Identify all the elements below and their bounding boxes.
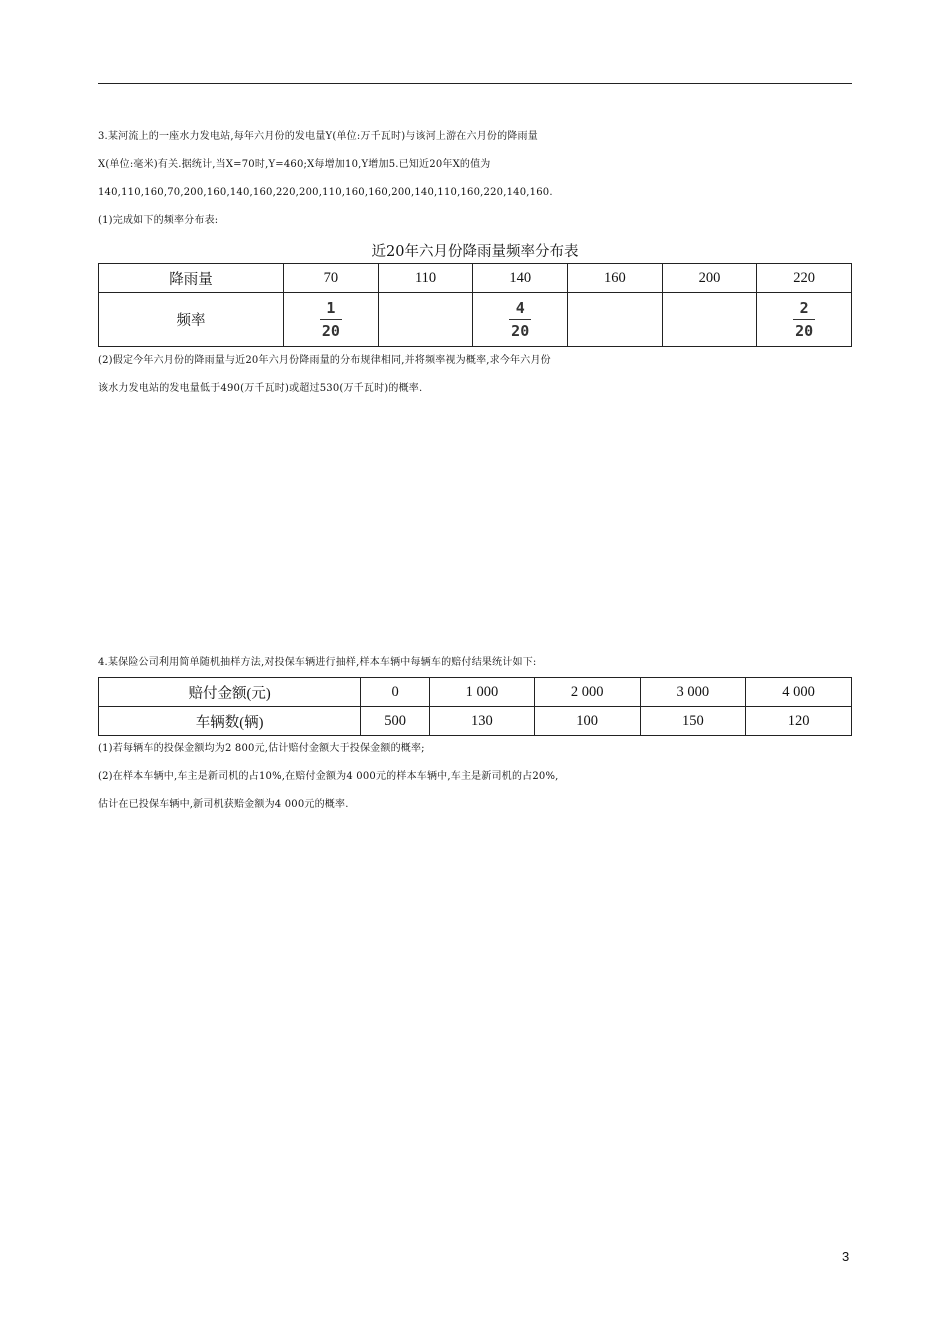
table-cell: 120	[746, 707, 852, 736]
table-cell: 2 000	[534, 678, 640, 707]
table-row	[99, 678, 852, 707]
fraction-numerator: 1	[326, 299, 336, 317]
table-header-cell: 降雨量	[99, 264, 284, 293]
q4-line-1: 4.某保险公司利用简单随机抽样方法,对投保车辆进行抽样,样本车辆中每辆车的赔付结果统计如下:	[98, 657, 537, 668]
fraction-bar	[509, 319, 531, 320]
table-cell-fraction	[757, 293, 852, 347]
table-cell: 220	[757, 264, 852, 293]
q3-line-2: X(单位:毫米)有关.据统计,当X=70时,Y=460;X每增加10,Y增加5.已知近20年X的值为	[98, 159, 491, 170]
q4-part2-line-2: 估计在已投保车辆中,新司机获赔金额为4 000元的概率.	[98, 799, 349, 810]
table-row	[99, 293, 852, 347]
fraction	[793, 299, 815, 340]
fraction	[509, 299, 531, 340]
fraction-numerator: 4	[515, 299, 525, 317]
table-cell: 140	[473, 264, 568, 293]
table-cell: 200	[662, 264, 757, 293]
insurance-claims-table	[98, 677, 852, 736]
table-header-cell: 频率	[99, 293, 284, 347]
q4-part1: (1)若每辆车的投保金额均为2 800元,估计赔付金额大于投保金额的概率;	[98, 743, 425, 754]
fraction-bar	[320, 319, 342, 320]
q3-line-3: 140,110,160,70,200,160,140,160,220,200,110,160,160,200,140,110,160,220,140,160.	[98, 187, 553, 198]
fraction-bar	[793, 319, 815, 320]
table-cell: 0	[361, 678, 430, 707]
fraction-numerator: 2	[799, 299, 809, 317]
table-cell: 110	[378, 264, 473, 293]
table-row	[99, 707, 852, 736]
rainfall-frequency-table	[98, 263, 852, 347]
fraction-denominator: 20	[795, 322, 814, 340]
table-cell: 4 000	[746, 678, 852, 707]
q3-table-caption: 近20年六月份降雨量频率分布表	[371, 244, 579, 260]
fraction-denominator: 20	[321, 322, 340, 340]
q3-part2-line-2: 该水力发电站的发电量低于490(万千瓦时)或超过530(万千瓦时)的概率.	[98, 383, 423, 394]
table-cell: 150	[640, 707, 746, 736]
table-cell-empty	[378, 293, 473, 347]
table-cell: 70	[284, 264, 379, 293]
q3-part1-prompt: (1)完成如下的频率分布表:	[98, 215, 219, 226]
table-header-cell: 车辆数(辆)	[99, 707, 361, 736]
table-cell: 130	[430, 707, 535, 736]
header-rule	[98, 83, 852, 84]
q3-line-1: 3.某河流上的一座水力发电站,每年六月份的发电量Y(单位:万千瓦时)与该河上游在六月份的降雨量	[98, 131, 538, 142]
table-cell: 1 000	[430, 678, 535, 707]
table-cell: 3 000	[640, 678, 746, 707]
q3-part2-line-1: (2)假定今年六月份的降雨量与近20年六月份降雨量的分布规律相同,并将频率视为概率,求今年六月份	[98, 355, 551, 366]
table-header-cell: 赔付金额(元)	[99, 678, 361, 707]
table-cell-fraction	[473, 293, 568, 347]
table-cell-fraction	[284, 293, 379, 347]
fraction	[320, 299, 342, 340]
q4-part2-line-1: (2)在样本车辆中,车主是新司机的占10%,在赔付金额为4 000元的样本车辆中,车主是新司机的占20%,	[98, 771, 559, 782]
table-cell: 500	[361, 707, 430, 736]
page-number: 3	[842, 1249, 850, 1264]
table-cell: 160	[568, 264, 663, 293]
fraction-denominator: 20	[511, 322, 530, 340]
table-cell-empty	[662, 293, 757, 347]
table-cell-empty	[568, 293, 663, 347]
table-row	[99, 264, 852, 293]
table-cell: 100	[534, 707, 640, 736]
